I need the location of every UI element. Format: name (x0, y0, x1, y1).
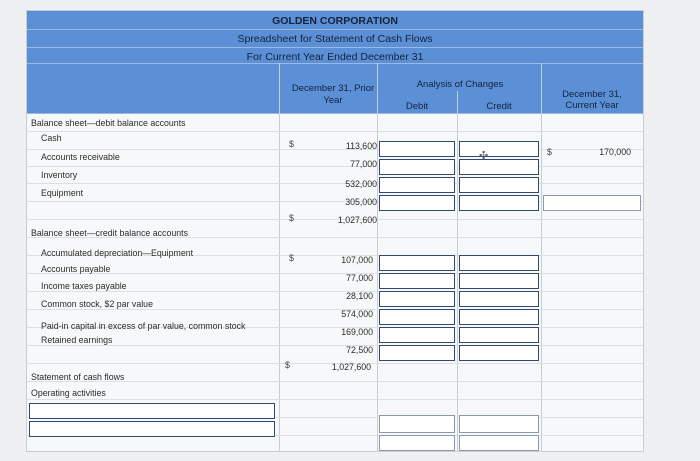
move-cursor-icon: ✣ (479, 150, 489, 162)
operating-activities-label: Operating activities (31, 388, 106, 398)
spreadsheet (26, 10, 644, 452)
cashflow-description-input-1[interactable] (29, 403, 275, 419)
sheet-subtitle: Spreadsheet for Statement of Cash Flows (237, 33, 433, 45)
cashflows-section-header: Statement of cash flows (31, 372, 125, 382)
prior-cash: 113,600 (345, 141, 377, 151)
prior-accounts-receivable: 77,000 (350, 159, 377, 169)
debit-section-header: Balance sheet—debit balance accounts (31, 118, 186, 128)
prior-paid-in-capital: 169,000 (341, 327, 373, 337)
current-year-header-line2: Current Year (565, 100, 619, 111)
account-label-paid-in-capital: Paid-in capital in excess of par value, common stock (41, 321, 246, 331)
prior-debit-total: 1,027,600 (337, 215, 377, 225)
debit-header: Debit (405, 101, 429, 112)
debit-input-accumulated-depreciation[interactable] (379, 255, 455, 271)
prior-equipment: 305,000 (345, 197, 377, 207)
debit-input-inventory[interactable] (379, 177, 455, 193)
cashflow-description-input-2[interactable] (29, 421, 275, 437)
prior-income-taxes-payable: 28,100 (346, 291, 373, 301)
account-label-income-taxes-payable: Income taxes payable (41, 281, 127, 291)
current-cash: 170,000 (599, 147, 631, 157)
debit-input-operating-2[interactable] (379, 435, 455, 451)
debit-input-common-stock[interactable] (379, 309, 455, 325)
debit-input-accounts-receivable[interactable] (379, 159, 455, 175)
credit-header: Credit (486, 101, 512, 112)
prior-retained-earnings: 72,500 (346, 345, 373, 355)
credit-input-accumulated-depreciation[interactable] (459, 255, 539, 271)
debit-input-retained-earnings[interactable] (379, 345, 455, 361)
debit-input-accounts-payable[interactable] (379, 273, 455, 289)
credit-input-cash[interactable] (459, 141, 539, 157)
prior-credit-total: 1,027,600 (331, 362, 371, 372)
current-input-equipment[interactable] (543, 195, 641, 211)
credit-input-paid-in-capital[interactable] (459, 327, 539, 343)
account-label-inventory: Inventory (41, 170, 78, 180)
credit-input-equipment[interactable] (459, 195, 539, 211)
account-label-accounts-receivable: Accounts receivable (41, 152, 120, 162)
company-title: GOLDEN CORPORATION (272, 15, 398, 27)
credit-input-accounts-payable[interactable] (459, 273, 539, 289)
credit-input-operating-1[interactable] (459, 415, 539, 433)
dollar-sign: $ (289, 253, 294, 263)
account-label-accumulated-depreciation: Accumulated depreciation—Equipment (41, 248, 194, 258)
prior-inventory: 532,000 (345, 179, 377, 189)
prior-year-header-line2: Year (323, 95, 343, 106)
credit-input-retained-earnings[interactable] (459, 345, 539, 361)
prior-common-stock: 574,000 (341, 309, 373, 319)
dollar-sign: $ (289, 139, 294, 149)
prior-year-header-line1: December 31, Prior (291, 83, 375, 94)
credit-input-operating-2[interactable] (459, 435, 539, 451)
debit-input-operating-1[interactable] (379, 415, 455, 433)
debit-input-income-taxes-payable[interactable] (379, 291, 455, 307)
credit-input-accounts-receivable[interactable] (459, 159, 539, 175)
dollar-sign: $ (289, 213, 294, 223)
account-label-retained-earnings: Retained earnings (41, 335, 113, 345)
account-label-common-stock: Common stock, $2 par value (41, 299, 153, 309)
account-label-equipment: Equipment (41, 188, 84, 198)
credit-input-income-taxes-payable[interactable] (459, 291, 539, 307)
current-year-header-line1: December 31, (562, 89, 622, 100)
dollar-sign: $ (285, 360, 290, 370)
analysis-of-changes-header: Analysis of Changes (416, 79, 504, 90)
credit-input-common-stock[interactable] (459, 309, 539, 325)
debit-input-equipment[interactable] (379, 195, 455, 211)
account-label-accounts-payable: Accounts payable (41, 264, 111, 274)
credit-input-inventory[interactable] (459, 177, 539, 193)
credit-section-header: Balance sheet—credit balance accounts (31, 228, 188, 238)
account-label-cash: Cash (41, 133, 62, 143)
dollar-sign: $ (547, 147, 552, 157)
prior-accumulated-depreciation: 107,000 (341, 255, 373, 265)
prior-accounts-payable: 77,000 (346, 273, 373, 283)
period-title: For Current Year Ended December 31 (246, 51, 424, 63)
debit-input-paid-in-capital[interactable] (379, 327, 455, 343)
debit-input-cash[interactable] (379, 141, 455, 157)
